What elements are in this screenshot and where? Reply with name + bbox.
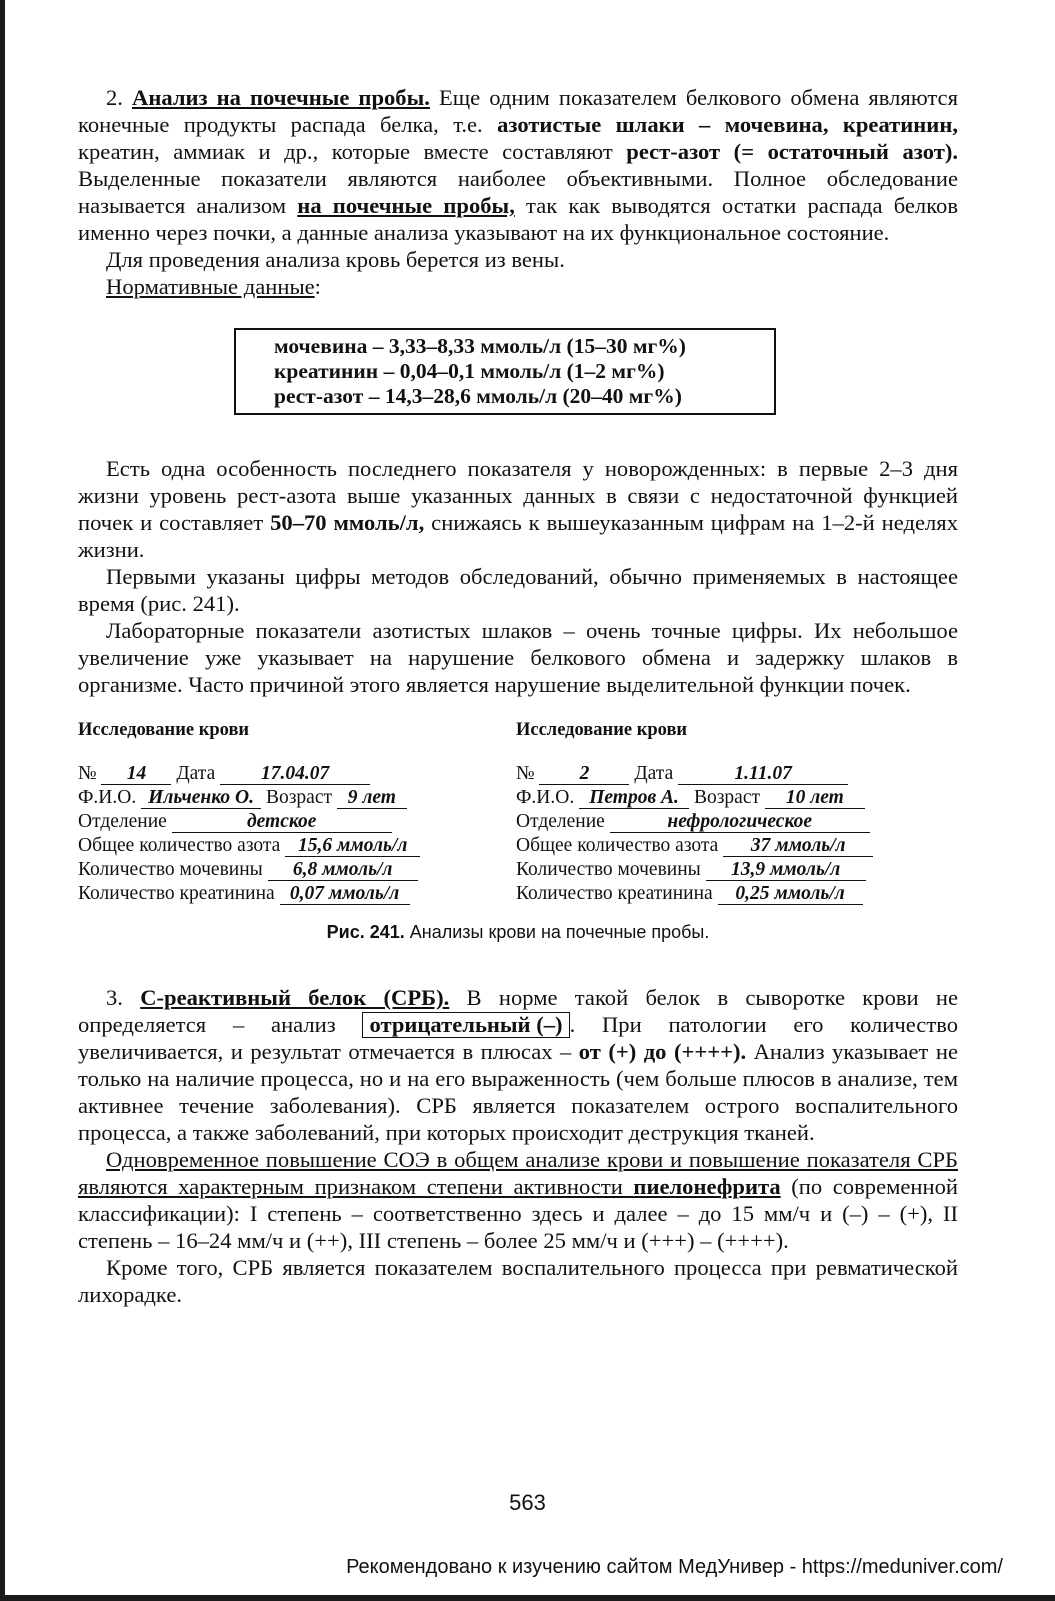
newborn-paragraph: Есть одна особенность последнего показателя у новорожденных: в первые 2–3 дня жизни уровень рест-азота выше указанных данных в связи с недостаточной функцией почек и составляет 50–70 ммоль/л, снижаясь к вышеуказанным цифрам на 1–2-й неделях жизни. [78,456,958,562]
norm-rest-nitrogen: рест-азот – 14,3–28,6 ммоль/л (20–40 мг%) [274,384,682,408]
figure-241 [78,718,958,948]
section-2-paragraph: 2. Анализ на почечные пробы. Еще одним показателем белкового обмена являются конечные продукты распада белка, т.е. азотистые шлаки – мочевина, креатинин, креатин, аммиак и др., которые вместе составляют рест-азот (= остаточный азот). Выделенные показатели являются наиболее объективными. Полное обследование называется анализом на почечные пробы, так как выводятся остатки распада белков именно через почки, а данные анализа указывают на их функциональное состояние. [78,85,959,245]
blood-from-vein-paragraph: Для проведения анализа кровь берется из вены. [106,247,565,272]
rheumatic-paragraph: Кроме того, СРБ является показателем воспалительного процесса при ревматической лихорадке. [78,1255,958,1307]
card-number: 2 [539,764,629,785]
card-number: 14 [101,764,171,785]
card-date: 17.04.07 [220,764,370,785]
norm-urea: мочевина – 3,33–8,33 ммоль/л (15–30 мг%) [274,334,686,358]
card-department: нефрологическое [610,812,870,833]
card-heading: Исследование крови [78,720,250,740]
scan-edge-bottom [0,1595,1055,1601]
section-2-title: Анализ на почечные пробы. [132,85,430,110]
negative-result-box: отрицательный (–) [362,1012,569,1038]
card-age: 10 лет [765,788,865,809]
page-content [78,84,958,1308]
card-creatinine: 0,07 ммоль/л [280,884,410,905]
section-3-title: С-реактивный белок (СРБ). [140,985,450,1010]
card-urea: 13,9 ммоль/л [706,860,866,881]
card-date: 1.11.07 [678,764,848,785]
norm-label: Нормативные данные: [106,274,321,299]
card-age: 9 лет [337,788,407,809]
scan-edge-left [0,0,5,1601]
card-name: Петров А. [579,788,689,809]
soe-crp-paragraph: Одновременное повышение СОЭ в общем анализе крови и повышение показателя СРБ являются характерным признаком степени активности пиелонефрита (по современной классификации): I степень – соответственно здесь и далее – до 15 мм/ч и (–) – (+), II степень – 16–24 мм/ч и (++), III степень – более 25 мм/ч и (+++) – (++++). [78,1147,958,1253]
section-3-paragraph: 3. С-реактивный белок (СРБ). В норме такой белок в сыворотке крови не определяется – анализ отрицательный (–) . При патологии его количество увеличивается, и результат отмечается в плюсах – от (+) до (++++). Анализ указывает не только на наличие процесса, но и на его выраженность (чем больше плюсов в анализе, тем активнее течение заболевания). СРБ является показателем острого воспалительного процесса, а также заболеваний, при которых происходит деструкция тканей. [78,985,959,1145]
card-total-nitrogen: 37 ммоль/л [723,836,873,857]
methods-paragraph: Первыми указаны цифры методов обследований, обычно применяемых в настоящее время (рис. 241). [78,564,958,616]
page-number: 563 [509,1490,546,1515]
card-department: детское [172,812,392,833]
card-name: Ильченко О. [141,788,261,809]
card-urea: 6,8 ммоль/л [268,860,418,881]
card-creatinine: 0,25 ммоль/л [718,884,863,905]
footer-watermark: Рекомендовано к изучению сайтом МедУнивер - https://meduniver.com/ [346,1556,1003,1578]
card-heading: Исследование крови [516,720,688,740]
figure-caption: Рис. 241. Анализы крови на почечные пробы. [326,922,710,942]
card-total-nitrogen: 15,6 ммоль/л [285,836,420,857]
norm-values-box [234,328,776,415]
blood-test-card-right: Исследование крови № 2 Дата 1.11.07 Ф.И.О. Петров А. Возраст 10 лет Отделение нефрологическое Общее количество азота 37 ммоль/л Количество мочевины 13,9 ммоль/л Количество креатинина 0,25 ммоль/л [516,718,936,906]
blood-test-card-left: Исследование крови № 14 Дата 17.04.07 Ф.И.О. Ильченко О. Возраст 9 лет Отделение детское Общее количество азота 15,6 ммоль/л Количество мочевины 6,8 ммоль/л Количество креатинина 0,07 ммоль/л [78,718,478,906]
lab-paragraph: Лабораторные показатели азотистых шлаков – очень точные цифры. Их небольшое увеличение уже указывает на нарушение белкового обмена и задержку шлаков в организме. Часто причиной этого является нарушение выделительной функции почек. [78,618,958,697]
norm-creatinine: креатинин – 0,04–0,1 ммоль/л (1–2 мг%) [274,359,665,383]
